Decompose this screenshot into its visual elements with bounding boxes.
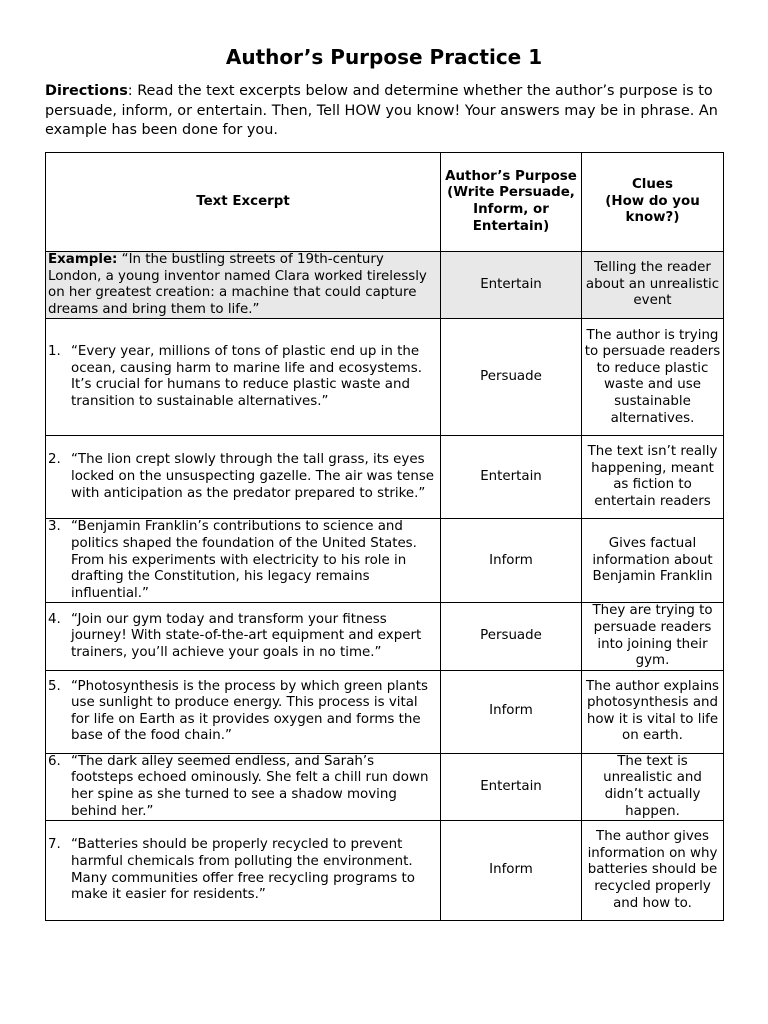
row-number: 7. bbox=[48, 837, 61, 853]
row-purpose: Entertain bbox=[441, 753, 582, 820]
table-row bbox=[46, 821, 724, 921]
example-row bbox=[46, 252, 724, 319]
row-excerpt-text: “Every year, millions of tons of plastic end up in the ocean, causing harm to marine life and ecosystems. It’s crucial for humans to reduce plastic waste and transition to sustainable alternatives.” bbox=[71, 344, 422, 409]
table-row bbox=[46, 670, 724, 753]
row-purpose: Persuade bbox=[441, 603, 582, 670]
row-number: 4. bbox=[48, 611, 61, 627]
header-text-excerpt: Text Excerpt bbox=[46, 153, 441, 252]
row-purpose: Entertain bbox=[441, 436, 582, 519]
table-row bbox=[46, 753, 724, 820]
row-excerpt bbox=[46, 319, 441, 436]
example-excerpt bbox=[46, 252, 441, 319]
example-clue: Telling the reader about an unrealistic event bbox=[582, 252, 724, 319]
row-clue: The author explains photosynthesis and how it is vital to life on earth. bbox=[582, 670, 724, 753]
page-title: Author’s Purpose Practice 1 bbox=[225, 45, 543, 69]
row-excerpt-text: “Join our gym today and transform your fitness journey! With state-of-the-art equipment and expert trainers, you’ll achieve your goals in no time.” bbox=[71, 611, 422, 660]
row-clue: They are trying to persuade readers into joining their gym. bbox=[582, 603, 724, 670]
table-header-row bbox=[46, 153, 724, 252]
example-label: Example: bbox=[48, 252, 118, 267]
table-row bbox=[46, 319, 724, 436]
row-number: 1. bbox=[48, 344, 61, 360]
row-excerpt bbox=[46, 670, 441, 753]
table-row bbox=[46, 436, 724, 519]
header-clues-title: Clues bbox=[631, 177, 673, 193]
row-excerpt bbox=[46, 821, 441, 921]
row-clue: The author is trying to persuade readers to reduce plastic waste and use sustainable alternatives. bbox=[582, 319, 724, 436]
row-number: 3. bbox=[48, 519, 61, 535]
row-clue: The author gives information on why batteries should be recycled properly and how to. bbox=[582, 821, 724, 921]
row-excerpt-text: “Benjamin Franklin’s contributions to science and politics shaped the foundation of the United States. From his experiments with electricity to his role in drafting the Constitution, his legacy remains influential.” bbox=[71, 519, 417, 601]
directions-text: : Read the text excerpts below and determine whether the author’s purpose is to persuade, inform, or entertain. Then, Tell HOW you know! Your answers may be in phrase. An example has been done for you. bbox=[45, 83, 718, 138]
directions-label: Directions bbox=[45, 83, 128, 99]
example-purpose: Entertain bbox=[441, 252, 582, 319]
header-authors-purpose: Author’s Purpose (Write Persuade, Inform, or Entertain) bbox=[441, 153, 582, 252]
directions bbox=[45, 82, 725, 141]
row-purpose: Inform bbox=[441, 519, 582, 603]
table-row bbox=[46, 603, 724, 670]
row-purpose: Inform bbox=[441, 821, 582, 921]
row-clue: The text is unrealistic and didn’t actually happen. bbox=[582, 753, 724, 820]
row-excerpt-text: “The lion crept slowly through the tall grass, its eyes locked on the unsuspecting gazelle. The air was tense with anticipation as the predator prepared to strike.” bbox=[71, 452, 435, 501]
row-excerpt bbox=[46, 603, 441, 670]
header-clues bbox=[582, 153, 724, 252]
row-number: 2. bbox=[48, 452, 61, 468]
row-excerpt bbox=[46, 436, 441, 519]
row-excerpt-text: “The dark alley seemed endless, and Sarah’s footsteps echoed ominously. She felt a chill run down her spine as she turned to see a shadow moving behind her.” bbox=[71, 753, 429, 819]
row-purpose: Persuade bbox=[441, 319, 582, 436]
row-purpose: Inform bbox=[441, 670, 582, 753]
row-number: 6. bbox=[48, 753, 61, 769]
row-excerpt-text: “Photosynthesis is the process by which green plants use sunlight to produce energy. This process is vital for life on Earth as it provides oxygen and forms the base of the food chain.” bbox=[71, 678, 428, 744]
header-clues-subtitle: (How do you know?) bbox=[605, 193, 700, 226]
row-excerpt-text: “Batteries should be properly recycled to prevent harmful chemicals from polluting the environment. Many communities offer free recycling programs to make it easier for residents.” bbox=[71, 837, 415, 903]
row-number: 5. bbox=[48, 678, 61, 694]
practice-table bbox=[45, 152, 724, 921]
example-text: “In the bustling streets of 19th-century London, a young inventor named Clara worked tirelessly on her greatest creation: a machine that could capture dreams and bring them to life.” bbox=[48, 252, 427, 317]
row-excerpt bbox=[46, 753, 441, 820]
row-clue: The text isn’t really happening, meant as fiction to entertain readers bbox=[582, 436, 724, 519]
row-clue: Gives factual information about Benjamin Franklin bbox=[582, 519, 724, 603]
row-excerpt bbox=[46, 519, 441, 603]
table-row bbox=[46, 519, 724, 603]
